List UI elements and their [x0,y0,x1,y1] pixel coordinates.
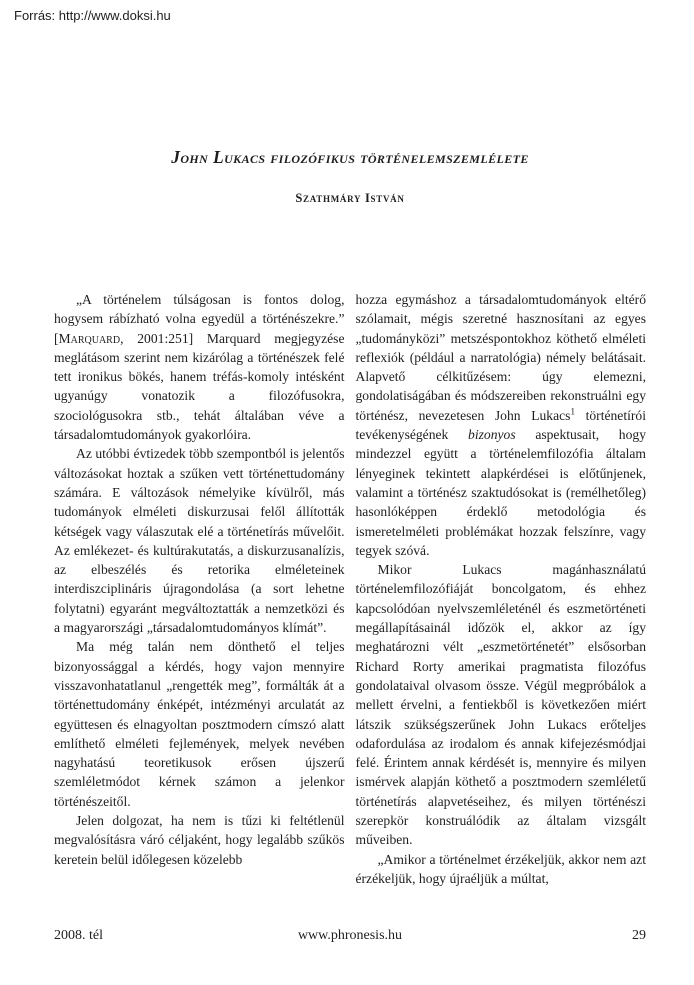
page-footer [54,928,646,944]
footnote-marker: 1 [570,406,575,417]
emphasized-word: bizonyos [468,427,516,443]
two-column-body [54,290,646,888]
text-run: Az utóbbi évtizedek több szempontból is jelentős változásokat hoztak a szűken vett történettudomány számára. E változások némelyike kívülről, más tudományok elméleti diskurzusai felől állították kétségek vagy válaszutak elé a történetírás művelőit. Az emlékezet- és kultúrakutatás, a diskurzusanalízis, az elbeszélés és retorika elméleteinek interdiszciplináris újragondolása (a sort lehetne folytatni) egyaránt megváltoztatták a nemzetközi és a magyarországi „társadalomtudományos klímát”. [54,446,345,636]
article-title: John Lukacs filozófikus történelemszemlélete [171,147,529,167]
text-run: Ma még talán nem dönthető el teljes bizonyossággal a kérdés, hogy vajon mennyire visszavonhatatlanul „rengették meg”, formálták át a történettudomány énképét, intézményi arculatát az együttesen és elnagyoltan posztmodern címszó alatt említhető elméleti fejlemények, melyek nevében nagyhatású teoretikusok erősen újszerű szemléletmódot kérnek számon a jelenkor történészeitől. [54,639,345,809]
text-run: történetírói tevékenységének [355,407,646,443]
body-paragraph [54,637,345,811]
source-url-note: Forrás: http://www.doksi.hu [14,8,171,23]
text-run: aspektusait, hogy mindezzel együtt a történelemfilozófia általam lényeginek tekintett alapkérdései is előtűnjenek, valamint a történész szaktudósokat is (remélhetőleg) hasonlóképpen érdeklő metodológia és ismeretelméleti problémákat hozzak felszínre, vagy tegyek szóvá. [355,427,646,558]
text-run: „Amikor a történelmet érzékeljük, akkor nem azt érzékeljük, hogy újraéljük a múltat, [355,851,646,886]
title-block [54,147,646,206]
footer-page-number: 29 [631,928,646,943]
text-run: „A történelem túlságosan is fontos dolog, hogysem rábízható volna egyedül a történészekre.” [ [54,292,345,346]
footer-date: 2008. tél [54,928,103,943]
right-column [356,290,647,888]
text-run: , 2001:251] Marquard megjegyzése meglátásom szerint nem kizárólag a történészek felé tett ironikus bökés, hanem tréfás-komoly intésként ugyanúgy vonatozik a filozófusokra, szociológusokra stb., tehát általában véve a társadalomtudományok gyakorlóira. [54,330,345,443]
body-paragraph [54,811,345,869]
body-paragraph [54,444,345,637]
footer-website: www.phronesis.hu [297,928,403,943]
article-author: Szathmáry István [295,191,405,205]
body-paragraph [356,850,647,889]
body-paragraph [356,560,647,849]
left-column [54,290,345,888]
text-run: Jelen dolgozat, ha nem is tűzi ki feltétlenül megvalósításra váró céljaként, hogy legalább szűkös keretein belül időlegesen közelebb [54,813,345,867]
text-run: hozza egymáshoz a társadalomtudományok eltérő szólamait, mégis szeretné hasznosítani az egyes „tudományközi” metszéspontokhoz köthető elméleti reflexiók (például a narratológia) némely belátásait. Alapvető célkitűzésem: úgy elemezni, gondolatiságában és módszereiben rekonstruálni egy történész, nevezetesen John Lukacs [355,292,646,423]
smallcaps-citation-name: Marquard [58,330,121,346]
body-paragraph [54,290,345,444]
body-paragraph [356,290,647,560]
text-run: Mikor Lukacs magánhasználatú történelemfilozófiáját boncolgatom, és ehhez kapcsolódóan nyelvszemléleténél és eszmetörténeti megállapításainál időzök el, akkor az így meghatározni vélt „eszmetörténetét” elsősorban Richard Rorty amerikai pragmatista filozófus gondolataival olvasom össze. Végül megpróbálok a mellett érvelni, a fentiekből is következően miért látszik szükségszerűnek John Lukacs erőteljes odafordulása az irodalom és annak kifejezésmódjai felé. Érintem annak kérdését is, mennyire és milyen ismérvek alapján köthető a posztmodern szemléletű történetírás alapvetéseihez, és milyen történészi szerepkör konstruálódik az általam vizsgált műveiben. [355,562,646,848]
